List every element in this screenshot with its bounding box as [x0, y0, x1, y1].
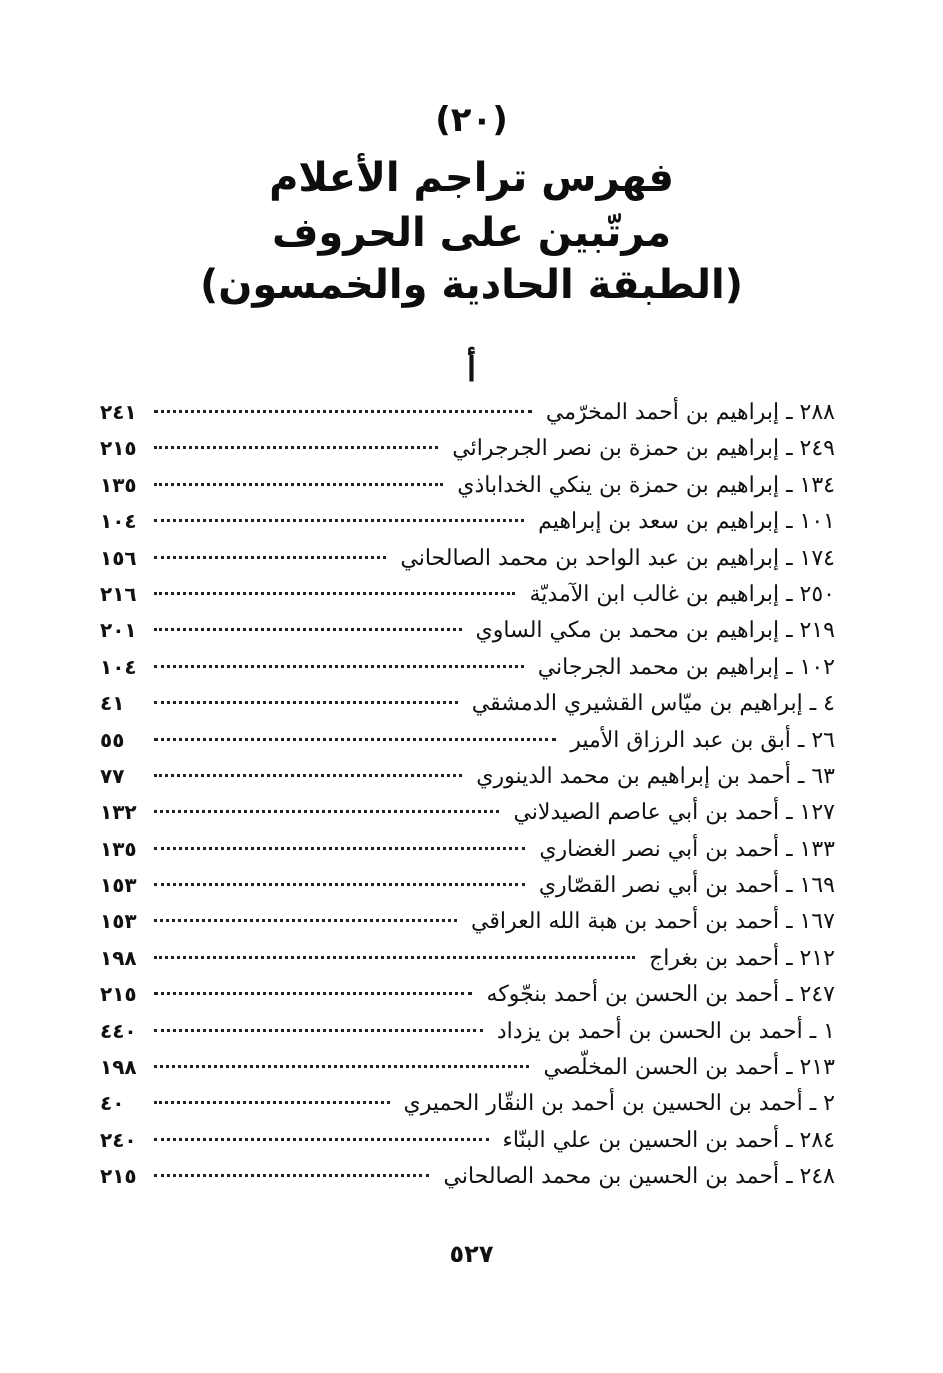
entry-name: ١٣٤ ـ إبراهيم بن حمزة بن ينكي الخداباذي	[457, 472, 835, 498]
index-entry	[100, 612, 835, 648]
leader-dots	[154, 738, 556, 741]
entry-page-number: ١٥٣	[100, 909, 137, 934]
index-entry	[100, 1049, 835, 1085]
index-entry	[100, 976, 835, 1012]
leader-dots	[154, 1174, 429, 1177]
leader-dots	[154, 883, 525, 886]
entry-page-number: ١٥٦	[100, 545, 137, 570]
entry-page-number: ٢٤٠	[100, 1127, 137, 1152]
entry-page-number: ٢١٥	[100, 982, 137, 1007]
index-entry	[100, 794, 835, 830]
leader-dots	[154, 1138, 489, 1141]
leader-dots	[154, 519, 524, 522]
index-entry	[100, 1122, 835, 1158]
leader-dots	[154, 919, 457, 922]
leader-dots	[154, 628, 462, 631]
entry-name: ٢ ـ أحمد بن الحسين بن أحمد بن النقّار الحميري	[403, 1091, 835, 1117]
leader-dots	[154, 1065, 529, 1068]
entry-page-number: ٢١٥	[100, 1164, 137, 1189]
entry-page-number: ١٣٢	[100, 800, 137, 825]
leader-dots	[154, 1029, 483, 1032]
leader-dots	[154, 992, 472, 995]
page-subtitle: مرتّبين على الحروف	[271, 210, 672, 256]
entry-page-number: ١٣٥	[100, 836, 137, 861]
entry-name: ١٣٣ ـ أحمد بن أبي نصر الغضاري	[539, 836, 835, 862]
entry-name: ٢٨٤ ـ أحمد بن الحسين بن علي البنّاء	[502, 1127, 835, 1153]
leader-dots	[154, 410, 532, 413]
leader-dots	[154, 810, 499, 813]
page-subtitle-layer: (الطبقة الحادية والخمسون)	[199, 262, 744, 308]
leader-dots	[154, 446, 438, 449]
leader-dots	[154, 483, 443, 486]
page-title: فهرس تراجم الأعلام	[269, 155, 674, 201]
entry-page-number: ٢٠١	[100, 618, 137, 643]
leader-dots	[154, 847, 525, 850]
index-entry	[100, 831, 835, 867]
entry-page-number: ١٩٨	[100, 945, 137, 970]
entry-name: ٢١٩ ـ إبراهيم بن محمد بن مكي الساوي	[475, 618, 835, 644]
section-letter-heading: أ	[466, 350, 477, 390]
entry-name: ١ ـ أحمد بن الحسن بن أحمد بن يزداد	[496, 1018, 835, 1044]
entry-page-number: ١٥٣	[100, 873, 137, 898]
entry-name: ١٦٩ ـ أحمد بن أبي نصر القصّاري	[538, 873, 835, 899]
leader-dots	[154, 956, 635, 959]
entry-page-number: ٤٤٠	[100, 1018, 137, 1043]
entry-name: ٢٤٩ ـ إبراهيم بن حمزة بن نصر الجرجرائي	[452, 436, 835, 462]
leader-dots	[154, 556, 386, 559]
entry-name: ٢٦ ـ أبق بن عبد الرزاق الأمير	[570, 727, 835, 753]
entry-name: ٢٤٨ ـ أحمد بن الحسين بن محمد الصالحاني	[443, 1164, 835, 1190]
index-entry	[100, 1013, 835, 1049]
entry-page-number: ٢١٦	[100, 581, 137, 606]
index-entry	[100, 649, 835, 685]
index-entry	[100, 467, 835, 503]
entry-page-number: ١٣٥	[100, 472, 137, 497]
entry-name: ١٧٤ ـ إبراهيم بن عبد الواحد بن محمد الصالحاني	[400, 545, 835, 571]
leader-dots	[154, 592, 515, 595]
index-entry	[100, 758, 835, 794]
entry-name: ١٢٧ ـ أحمد بن أبي عاصم الصيدلاني	[513, 800, 835, 826]
index-entry	[100, 1158, 835, 1194]
entry-name: ٢١٢ ـ أحمد بن بغراج	[649, 945, 835, 971]
entry-name: ٢٤٧ ـ أحمد بن الحسن بن أحمد بنجّوكه	[486, 982, 835, 1008]
entry-page-number: ١٠٤	[100, 654, 137, 679]
leader-dots	[154, 774, 462, 777]
entry-page-number: ٢١٥	[100, 436, 137, 461]
entry-page-number: ١٠٤	[100, 509, 137, 534]
index-entry	[100, 685, 835, 721]
index-entry	[100, 430, 835, 466]
entry-name: ٤ ـ إبراهيم بن ميّاس القشيري الدمشقي	[471, 691, 835, 717]
index-entry	[100, 722, 835, 758]
index-entry	[100, 503, 835, 539]
page-number: ٥٢٧	[449, 1240, 494, 1268]
index-entries-list	[100, 394, 835, 1195]
entry-page-number: ٢٤١	[100, 400, 137, 424]
index-entry	[100, 394, 835, 430]
index-entry	[100, 867, 835, 903]
entry-page-number: ١٩٨	[100, 1055, 137, 1080]
index-entry	[100, 940, 835, 976]
entry-name: ١٦٧ ـ أحمد بن أحمد بن هبة الله العراقي	[470, 909, 835, 935]
index-entry	[100, 576, 835, 612]
entry-name: ٢٥٠ ـ إبراهيم بن غالب ابن الآمديّة	[529, 581, 835, 607]
index-entry	[100, 1085, 835, 1121]
entry-page-number: ٥٥	[100, 727, 125, 752]
index-number: (٢٠)	[435, 100, 508, 140]
entry-page-number: ٧٧	[100, 763, 125, 788]
entry-name: ٢٨٨ ـ إبراهيم بن أحمد المخرّمي	[545, 400, 835, 425]
entry-name: ١٠٢ ـ إبراهيم بن محمد الجرجاني	[537, 654, 835, 680]
leader-dots	[154, 665, 524, 668]
index-entry	[100, 540, 835, 576]
leader-dots	[154, 701, 458, 704]
entry-name: ١٠١ ـ إبراهيم بن سعد بن إبراهيم	[538, 509, 835, 535]
entry-page-number: ٤٠	[100, 1091, 125, 1116]
leader-dots	[154, 1101, 390, 1104]
entry-page-number: ٤١	[100, 691, 125, 716]
index-entry	[100, 903, 835, 939]
entry-name: ٢١٣ ـ أحمد بن الحسن المخلّصي	[543, 1055, 835, 1081]
entry-name: ٦٣ ـ أحمد بن إبراهيم بن محمد الدينوري	[476, 763, 835, 789]
